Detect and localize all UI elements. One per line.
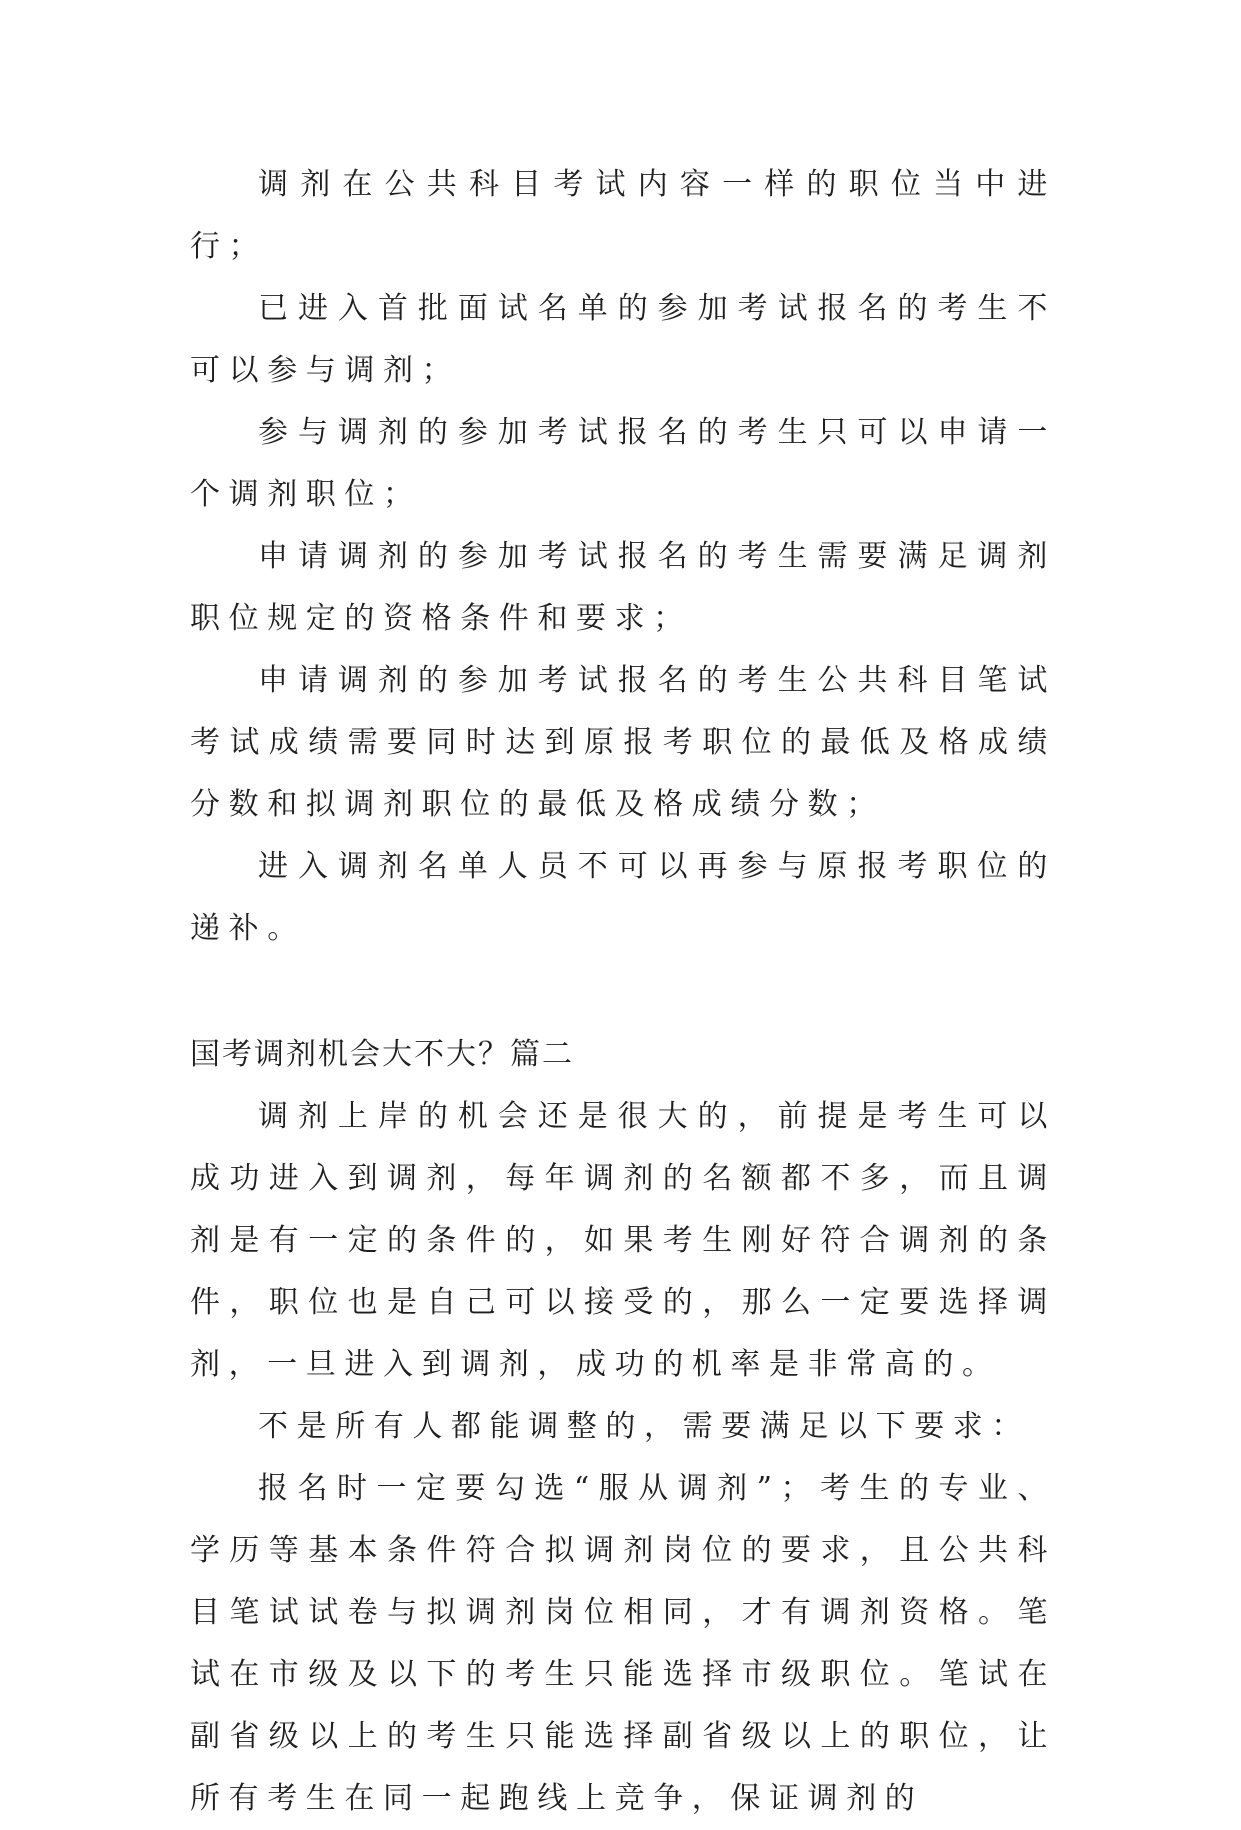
section-heading: 国考调剂机会大不大？篇二 [190, 1037, 574, 1072]
paragraph: 调剂在公共科目考试内容一样的职位当中进行； [190, 167, 1056, 264]
paragraph: 调剂上岸的机会还是很大的，前提是考生可以成功进入到调剂，每年调剂的名额都不多，而且调剂是有一定的条件的，如果考生刚好符合调剂的条件，职位也是自己可以接受的，那么一定要选择调剂，一旦进入到调剂，成功的机率是非常高的。 [190, 1099, 1056, 1382]
paragraph: 已进入首批面试名单的参加考试报名的考生不可以参与调剂； [190, 291, 1056, 388]
document-body [190, 154, 1056, 1830]
paragraph: 进入调剂名单人员不可以再参与原报考职位的递补。 [190, 849, 1056, 946]
paragraph: 不是所有人都能调整的，需要满足以下要求： [258, 1409, 1030, 1444]
paragraph: 申请调剂的参加考试报名的考生公共科目笔试考试成绩需要同时达到原报考职位的最低及格成绩分数和拟调剂职位的最低及格成绩分数； [190, 663, 1056, 822]
paragraph: 报名时一定要勾选“服从调剂”；考生的专业、学历等基本条件符合拟调剂岗位的要求，且公共科目笔试试卷与拟调剂岗位相同，才有调剂资格。笔试在市级及以下的考生只能选择市级职位。笔试在副省级以上的考生只能选择副省级以上的职位，让所有考生在同一起跑线上竞争，保证调剂的 [190, 1471, 1056, 1816]
paragraph: 参与调剂的参加考试报名的考生只可以申请一个调剂职位； [190, 415, 1056, 512]
paragraph: 申请调剂的参加考试报名的考生需要满足调剂职位规定的资格条件和要求； [190, 539, 1056, 636]
